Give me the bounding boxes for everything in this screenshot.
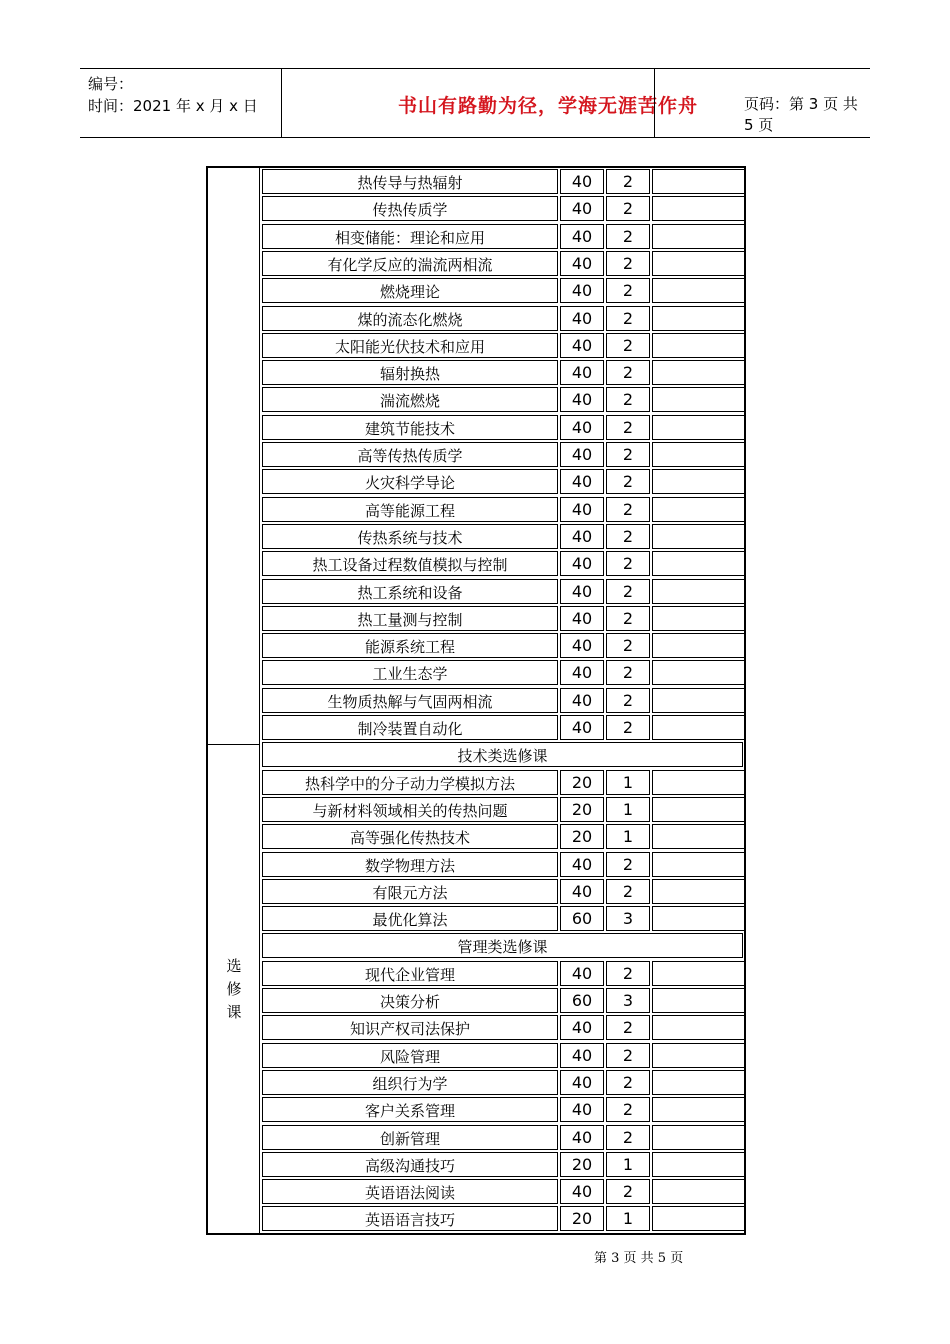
course-credits: 1 xyxy=(606,770,650,795)
course-row xyxy=(260,1151,744,1178)
empty-cell xyxy=(652,633,745,658)
course-name: 客户关系管理 xyxy=(262,1097,558,1122)
course-credits: 2 xyxy=(606,442,650,467)
course-name: 辐射换热 xyxy=(262,360,558,385)
empty-cell xyxy=(652,196,745,221)
course-row xyxy=(260,1096,744,1123)
course-credits: 2 xyxy=(606,497,650,522)
empty-cell xyxy=(652,988,745,1013)
course-name: 决策分析 xyxy=(262,988,558,1013)
course-name: 能源系统工程 xyxy=(262,633,558,658)
empty-cell xyxy=(652,169,745,194)
course-credits: 1 xyxy=(606,797,650,822)
header-motto: 书山有路勤为径，学海无涯苦作舟 xyxy=(397,95,698,117)
empty-cell xyxy=(652,251,745,276)
course-hours: 40 xyxy=(560,633,604,658)
course-row xyxy=(260,714,744,741)
course-row xyxy=(260,659,744,686)
course-hours: 40 xyxy=(560,442,604,467)
course-row xyxy=(260,1124,744,1151)
empty-cell xyxy=(652,824,745,849)
empty-cell xyxy=(652,360,745,385)
empty-cell xyxy=(652,278,745,303)
course-hours: 60 xyxy=(560,906,604,931)
empty-cell xyxy=(652,224,745,249)
empty-cell xyxy=(652,579,745,604)
course-credits: 2 xyxy=(606,606,650,631)
course-row xyxy=(260,414,744,441)
course-credits: 2 xyxy=(606,387,650,412)
course-row xyxy=(260,496,744,523)
empty-cell xyxy=(652,1206,745,1231)
doc-code-label: 编号： xyxy=(88,75,134,93)
empty-cell xyxy=(652,852,745,877)
category-cell-continued xyxy=(208,168,260,744)
section-title: 管理类选修课 xyxy=(262,933,743,958)
course-name: 热传导与热辐射 xyxy=(262,169,558,194)
course-hours: 40 xyxy=(560,1070,604,1095)
course-row xyxy=(260,905,744,932)
course-hours: 40 xyxy=(560,879,604,904)
course-hours: 20 xyxy=(560,770,604,795)
course-row xyxy=(260,578,744,605)
course-name: 高等强化传热技术 xyxy=(262,824,558,849)
course-credits: 2 xyxy=(606,852,650,877)
course-row xyxy=(260,878,744,905)
course-name: 与新材料领域相关的传热问题 xyxy=(262,797,558,822)
course-name: 现代企业管理 xyxy=(262,961,558,986)
course-row xyxy=(260,168,744,195)
course-credits: 2 xyxy=(606,961,650,986)
course-credits: 2 xyxy=(606,360,650,385)
course-name: 创新管理 xyxy=(262,1125,558,1150)
course-name: 英语语言技巧 xyxy=(262,1206,558,1231)
course-credits: 2 xyxy=(606,688,650,713)
course-credits: 2 xyxy=(606,251,650,276)
course-hours: 40 xyxy=(560,387,604,412)
course-hours: 40 xyxy=(560,1179,604,1204)
course-hours: 40 xyxy=(560,1125,604,1150)
empty-cell xyxy=(652,442,745,467)
course-row xyxy=(260,386,744,413)
header-divider xyxy=(654,69,655,137)
course-credits: 2 xyxy=(606,524,650,549)
course-credits: 3 xyxy=(606,906,650,931)
course-hours: 40 xyxy=(560,251,604,276)
course-hours: 40 xyxy=(560,278,604,303)
course-credits: 2 xyxy=(606,196,650,221)
course-hours: 40 xyxy=(560,360,604,385)
category-char: 选 xyxy=(226,957,242,975)
empty-cell xyxy=(652,688,745,713)
course-hours: 40 xyxy=(560,469,604,494)
course-credits: 2 xyxy=(606,169,650,194)
course-credits: 2 xyxy=(606,224,650,249)
course-credits: 2 xyxy=(606,415,650,440)
course-row xyxy=(260,359,744,386)
course-row xyxy=(260,550,744,577)
course-name: 知识产权司法保护 xyxy=(262,1015,558,1040)
course-name: 煤的流态化燃烧 xyxy=(262,306,558,331)
course-credits: 2 xyxy=(606,551,650,576)
course-hours: 40 xyxy=(560,660,604,685)
section-header-row xyxy=(260,932,744,959)
empty-cell xyxy=(652,1043,745,1068)
course-row xyxy=(260,332,744,359)
course-name: 湍流燃烧 xyxy=(262,387,558,412)
course-name: 传热传质学 xyxy=(262,196,558,221)
course-row xyxy=(260,1069,744,1096)
empty-cell xyxy=(652,387,745,412)
course-name: 热工系统和设备 xyxy=(262,579,558,604)
empty-cell xyxy=(652,551,745,576)
header-divider xyxy=(281,69,282,137)
course-row xyxy=(260,987,744,1014)
empty-cell xyxy=(652,1070,745,1095)
course-hours: 40 xyxy=(560,715,604,740)
course-row xyxy=(260,632,744,659)
header-page-info: 页码：第 3 页 共 5 页 xyxy=(744,95,858,134)
course-credits: 2 xyxy=(606,1070,650,1095)
course-name: 热工设备过程数值模拟与控制 xyxy=(262,551,558,576)
course-credits: 1 xyxy=(606,824,650,849)
course-credits: 2 xyxy=(606,633,650,658)
course-credits: 2 xyxy=(606,469,650,494)
course-credits: 2 xyxy=(606,879,650,904)
course-name: 有化学反应的湍流两相流 xyxy=(262,251,558,276)
course-name: 高等传热传质学 xyxy=(262,442,558,467)
course-hours: 60 xyxy=(560,988,604,1013)
course-row xyxy=(260,1205,744,1232)
empty-cell xyxy=(652,306,745,331)
course-hours: 40 xyxy=(560,606,604,631)
course-hours: 40 xyxy=(560,415,604,440)
header-meta xyxy=(88,73,258,117)
doc-date: 时间：2021 年 x 月 x 日 xyxy=(88,97,258,115)
course-credits: 2 xyxy=(606,579,650,604)
empty-cell xyxy=(652,1097,745,1122)
empty-cell xyxy=(652,606,745,631)
empty-cell xyxy=(652,497,745,522)
course-row xyxy=(260,277,744,304)
empty-cell xyxy=(652,333,745,358)
course-row xyxy=(260,1014,744,1041)
course-credits: 2 xyxy=(606,1097,650,1122)
course-row xyxy=(260,605,744,632)
course-name: 制冷装置自动化 xyxy=(262,715,558,740)
empty-cell xyxy=(652,715,745,740)
empty-cell xyxy=(652,797,745,822)
course-name: 热科学中的分子动力学模拟方法 xyxy=(262,770,558,795)
course-row xyxy=(260,796,744,823)
course-row xyxy=(260,468,744,495)
empty-cell xyxy=(652,770,745,795)
course-credits: 2 xyxy=(606,1015,650,1040)
course-credits: 2 xyxy=(606,278,650,303)
category-char: 课 xyxy=(226,1003,242,1021)
course-credits: 2 xyxy=(606,1179,650,1204)
course-name: 风险管理 xyxy=(262,1043,558,1068)
empty-cell xyxy=(652,906,745,931)
course-row xyxy=(260,195,744,222)
course-hours: 40 xyxy=(560,688,604,713)
course-hours: 20 xyxy=(560,1206,604,1231)
empty-cell xyxy=(652,415,745,440)
course-name: 有限元方法 xyxy=(262,879,558,904)
empty-cell xyxy=(652,524,745,549)
course-hours: 20 xyxy=(560,797,604,822)
empty-cell xyxy=(652,1015,745,1040)
section-title: 技术类选修课 xyxy=(262,742,743,767)
course-hours: 40 xyxy=(560,551,604,576)
course-row xyxy=(260,441,744,468)
course-hours: 40 xyxy=(560,169,604,194)
category-char: 修 xyxy=(226,980,242,998)
course-name: 高等能源工程 xyxy=(262,497,558,522)
course-row xyxy=(260,223,744,250)
section-header-row xyxy=(260,741,744,768)
course-hours: 40 xyxy=(560,1015,604,1040)
course-name: 相变储能：理论和应用 xyxy=(262,224,558,249)
course-row xyxy=(260,769,744,796)
course-row xyxy=(260,1178,744,1205)
course-name: 火灾科学导论 xyxy=(262,469,558,494)
empty-cell xyxy=(652,469,745,494)
course-hours: 20 xyxy=(560,1152,604,1177)
category-cell-elective xyxy=(208,744,260,1235)
course-hours: 40 xyxy=(560,1097,604,1122)
course-hours: 40 xyxy=(560,524,604,549)
course-row xyxy=(260,305,744,332)
course-name: 热工量测与控制 xyxy=(262,606,558,631)
course-row xyxy=(260,960,744,987)
course-row xyxy=(260,1042,744,1069)
course-name: 生物质热解与气固两相流 xyxy=(262,688,558,713)
course-name: 传热系统与技术 xyxy=(262,524,558,549)
course-hours: 40 xyxy=(560,333,604,358)
course-credits: 2 xyxy=(606,1043,650,1068)
course-table xyxy=(206,166,746,1235)
empty-cell xyxy=(652,1125,745,1150)
course-credits: 3 xyxy=(606,988,650,1013)
course-hours: 40 xyxy=(560,306,604,331)
empty-cell xyxy=(652,961,745,986)
course-hours: 40 xyxy=(560,1043,604,1068)
course-hours: 20 xyxy=(560,824,604,849)
course-name: 组织行为学 xyxy=(262,1070,558,1095)
course-name: 太阳能光伏技术和应用 xyxy=(262,333,558,358)
course-row xyxy=(260,523,744,550)
empty-cell xyxy=(652,1179,745,1204)
course-name: 燃烧理论 xyxy=(262,278,558,303)
course-hours: 40 xyxy=(560,961,604,986)
empty-cell xyxy=(652,1152,745,1177)
course-hours: 40 xyxy=(560,224,604,249)
course-hours: 40 xyxy=(560,196,604,221)
course-name: 工业生态学 xyxy=(262,660,558,685)
course-hours: 40 xyxy=(560,579,604,604)
course-name: 高级沟通技巧 xyxy=(262,1152,558,1177)
page-footer: 第 3 页 共 5 页 xyxy=(594,1251,684,1266)
course-credits: 2 xyxy=(606,333,650,358)
course-credits: 2 xyxy=(606,660,650,685)
course-credits: 1 xyxy=(606,1206,650,1231)
course-hours: 40 xyxy=(560,852,604,877)
empty-cell xyxy=(652,879,745,904)
course-row xyxy=(260,687,744,714)
course-credits: 1 xyxy=(606,1152,650,1177)
category-label-elective xyxy=(208,955,260,1024)
page-header xyxy=(80,68,870,138)
course-hours: 40 xyxy=(560,497,604,522)
course-name: 数学物理方法 xyxy=(262,852,558,877)
course-credits: 2 xyxy=(606,1125,650,1150)
course-row xyxy=(260,851,744,878)
course-name: 英语语法阅读 xyxy=(262,1179,558,1204)
course-row xyxy=(260,250,744,277)
course-credits: 2 xyxy=(606,715,650,740)
course-credits: 2 xyxy=(606,306,650,331)
course-row xyxy=(260,823,744,850)
course-name: 最优化算法 xyxy=(262,906,558,931)
course-name: 建筑节能技术 xyxy=(262,415,558,440)
empty-cell xyxy=(652,660,745,685)
